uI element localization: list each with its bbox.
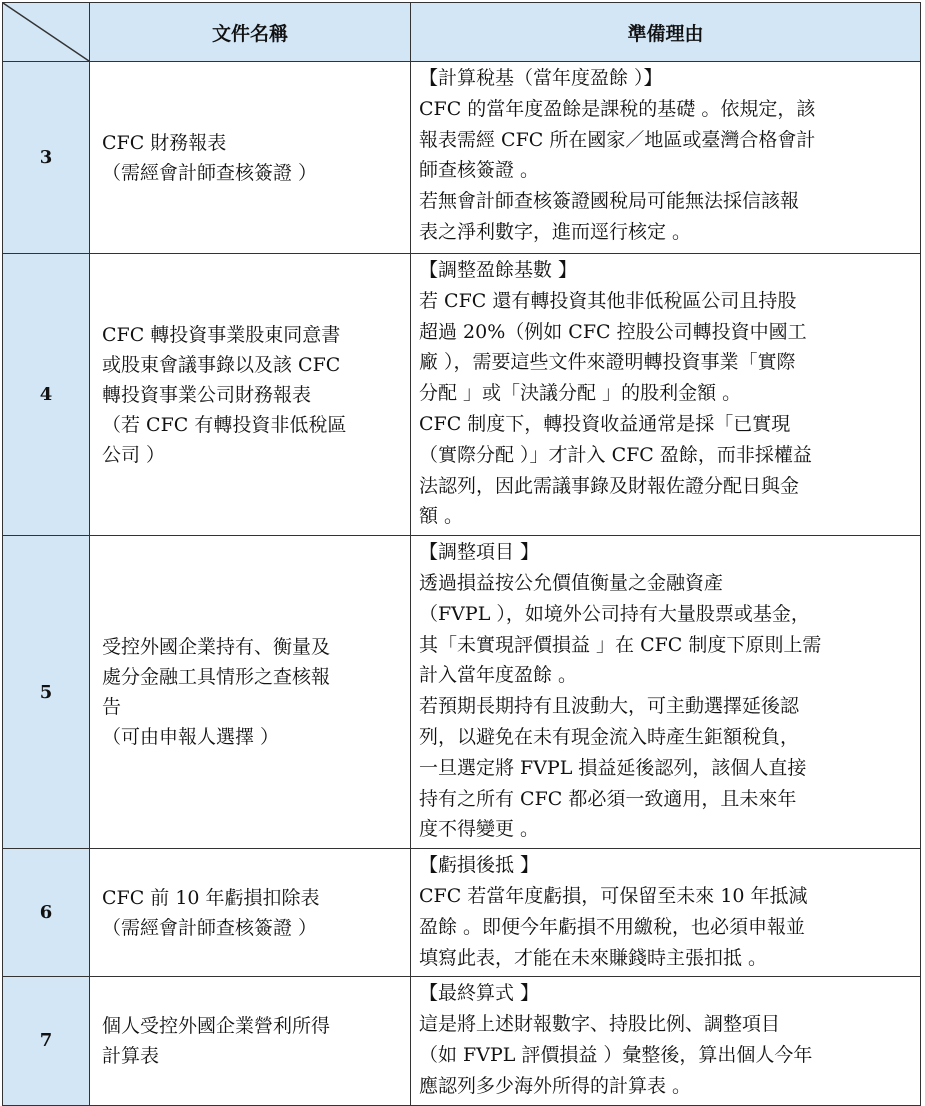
reason-line: CFC 若當年度虧損，可保留至未來 10 年抵減 [419,884,808,907]
reason-line: 一旦選定將 FVPL 損益延後認列，該個人直接 [419,756,807,779]
document-name-line: 轉投資事業公司財務報表 [102,383,312,406]
document-name-cell [90,254,411,536]
document-name-line: 計算表 [102,1044,160,1067]
reason-line: 額 。 [419,505,464,528]
reason-line: CFC 制度下，轉投資收益通常是採「已實現 [419,412,791,435]
reason-line: 盈餘 。即便今年虧損不用繳稅，也必須申報並 [419,915,806,938]
document-name-cell [90,849,411,977]
reason-line: （實際分配 ）」才計入 CFC 盈餘，而非採權益 [419,443,812,466]
reason-line: 這是將上述財報數字、持股比例、調整項目 [419,1013,781,1036]
row-number: 7 [3,977,90,1105]
row-number: 6 [3,849,90,977]
document-name-line: 或股東會議事錄以及該 CFC [102,353,341,376]
table-body [3,62,921,1106]
document-name-cell [90,62,411,254]
reason-line: 師查核簽證 。 [419,159,540,182]
table-row [3,62,921,254]
reason-line: 若預期長期持有且波動大，可主動選擇延後認 [419,695,800,718]
document-name-line: （需經會計師查核簽證 ） [102,916,318,939]
document-name-line: CFC 財務報表 [102,131,227,154]
row-number: 3 [3,62,90,254]
table-row [3,977,921,1105]
reason-line: 透過損益按公允價值衡量之金融資產 [419,571,724,594]
reason-line: 分配 」或「決議分配 」的股利金額 。 [419,382,742,405]
diagonal-line-icon [3,3,89,61]
row-number: 4 [3,254,90,536]
document-name-line: 告 [102,696,122,719]
reason-line: 若無會計師查核簽證國稅局可能無法採信該報 [419,190,800,213]
column-header-reason: 準備理由 [411,3,921,62]
reason-title: 【調整項目 】 [419,541,540,564]
reason-title: 【最終算式 】 [419,982,540,1005]
reason-line: （如 FVPL 評價損益 ）彙整後，算出個人今年 [419,1043,813,1066]
header-row [3,3,921,62]
reason-line: 廠 ），需要這些文件來證明轉投資事業「實際 [419,351,796,374]
reason-line: 持有之所有 CFC 都必須一致適用，且未來年 [419,787,797,810]
reason-cell [411,977,921,1105]
document-name-line: （若 CFC 有轉投資非低稅區 [102,413,347,436]
reason-line: 列，以避免在未有現金流入時產生鉅額稅負， [419,725,800,748]
document-name-line: 受控外國企業持有、衡量及 [102,636,331,659]
document-name-cell [90,536,411,849]
reason-line: 超過 20%（例如 CFC 控股公司轉投資中國工 [419,320,807,343]
reason-line: 計入當年度盈餘 。 [419,664,578,687]
reason-title: 【計算稅基（當年度盈餘 ）】 [419,67,663,89]
document-name-line: 處分金融工具情形之查核報 [102,666,331,689]
table-row [3,254,921,536]
table-row [3,849,921,977]
reason-line: 表之淨利數字，進而逕行核定 。 [419,220,692,243]
document-name-line: CFC 轉投資事業股東同意書 [102,323,341,346]
reason-line: 報表需經 CFC 所在國家／地區或臺灣合格會計 [419,128,816,151]
document-name-line: （可由申報人選擇 ） [102,726,280,749]
document-name-line: CFC 前 10 年虧損扣除表 [102,886,320,909]
table-row [3,536,921,849]
reason-title: 【調整盈餘基數 】 [419,259,578,281]
reason-line: CFC 的當年度盈餘是課稅的基礎 。依規定，該 [419,97,816,120]
reason-line: 應認列多少海外所得的計算表 。 [419,1074,692,1097]
document-table [2,2,921,1106]
reason-cell [411,849,921,977]
reason-cell [411,536,921,849]
document-name-cell [90,977,411,1105]
reason-cell [411,62,921,254]
document-name-line: （需經會計師查核簽證 ） [102,161,318,184]
reason-title: 【虧損後抵 】 [419,854,540,877]
document-name-line: 個人受控外國企業營利所得 [102,1014,331,1037]
reason-line: 填寫此表，才能在未來賺錢時主張扣抵 。 [419,946,768,969]
reason-line: 法認列，因此需議事錄及財報佐證分配日與金 [419,474,800,497]
reason-line: 若 CFC 還有轉投資其他非低稅區公司且持股 [419,289,797,312]
reason-cell [411,254,921,536]
reason-line: （FVPL ），如境外公司持有大量股票或基金， [419,602,810,625]
reason-line: 其「未實現評價損益 」在 CFC 制度下原則上需 [419,633,822,656]
document-name-line: 公司 ） [102,443,166,466]
corner-diagonal-cell [3,3,90,62]
row-number: 5 [3,536,90,849]
column-header-document-name: 文件名稱 [90,3,411,62]
reason-line: 度不得變更 。 [419,818,540,841]
